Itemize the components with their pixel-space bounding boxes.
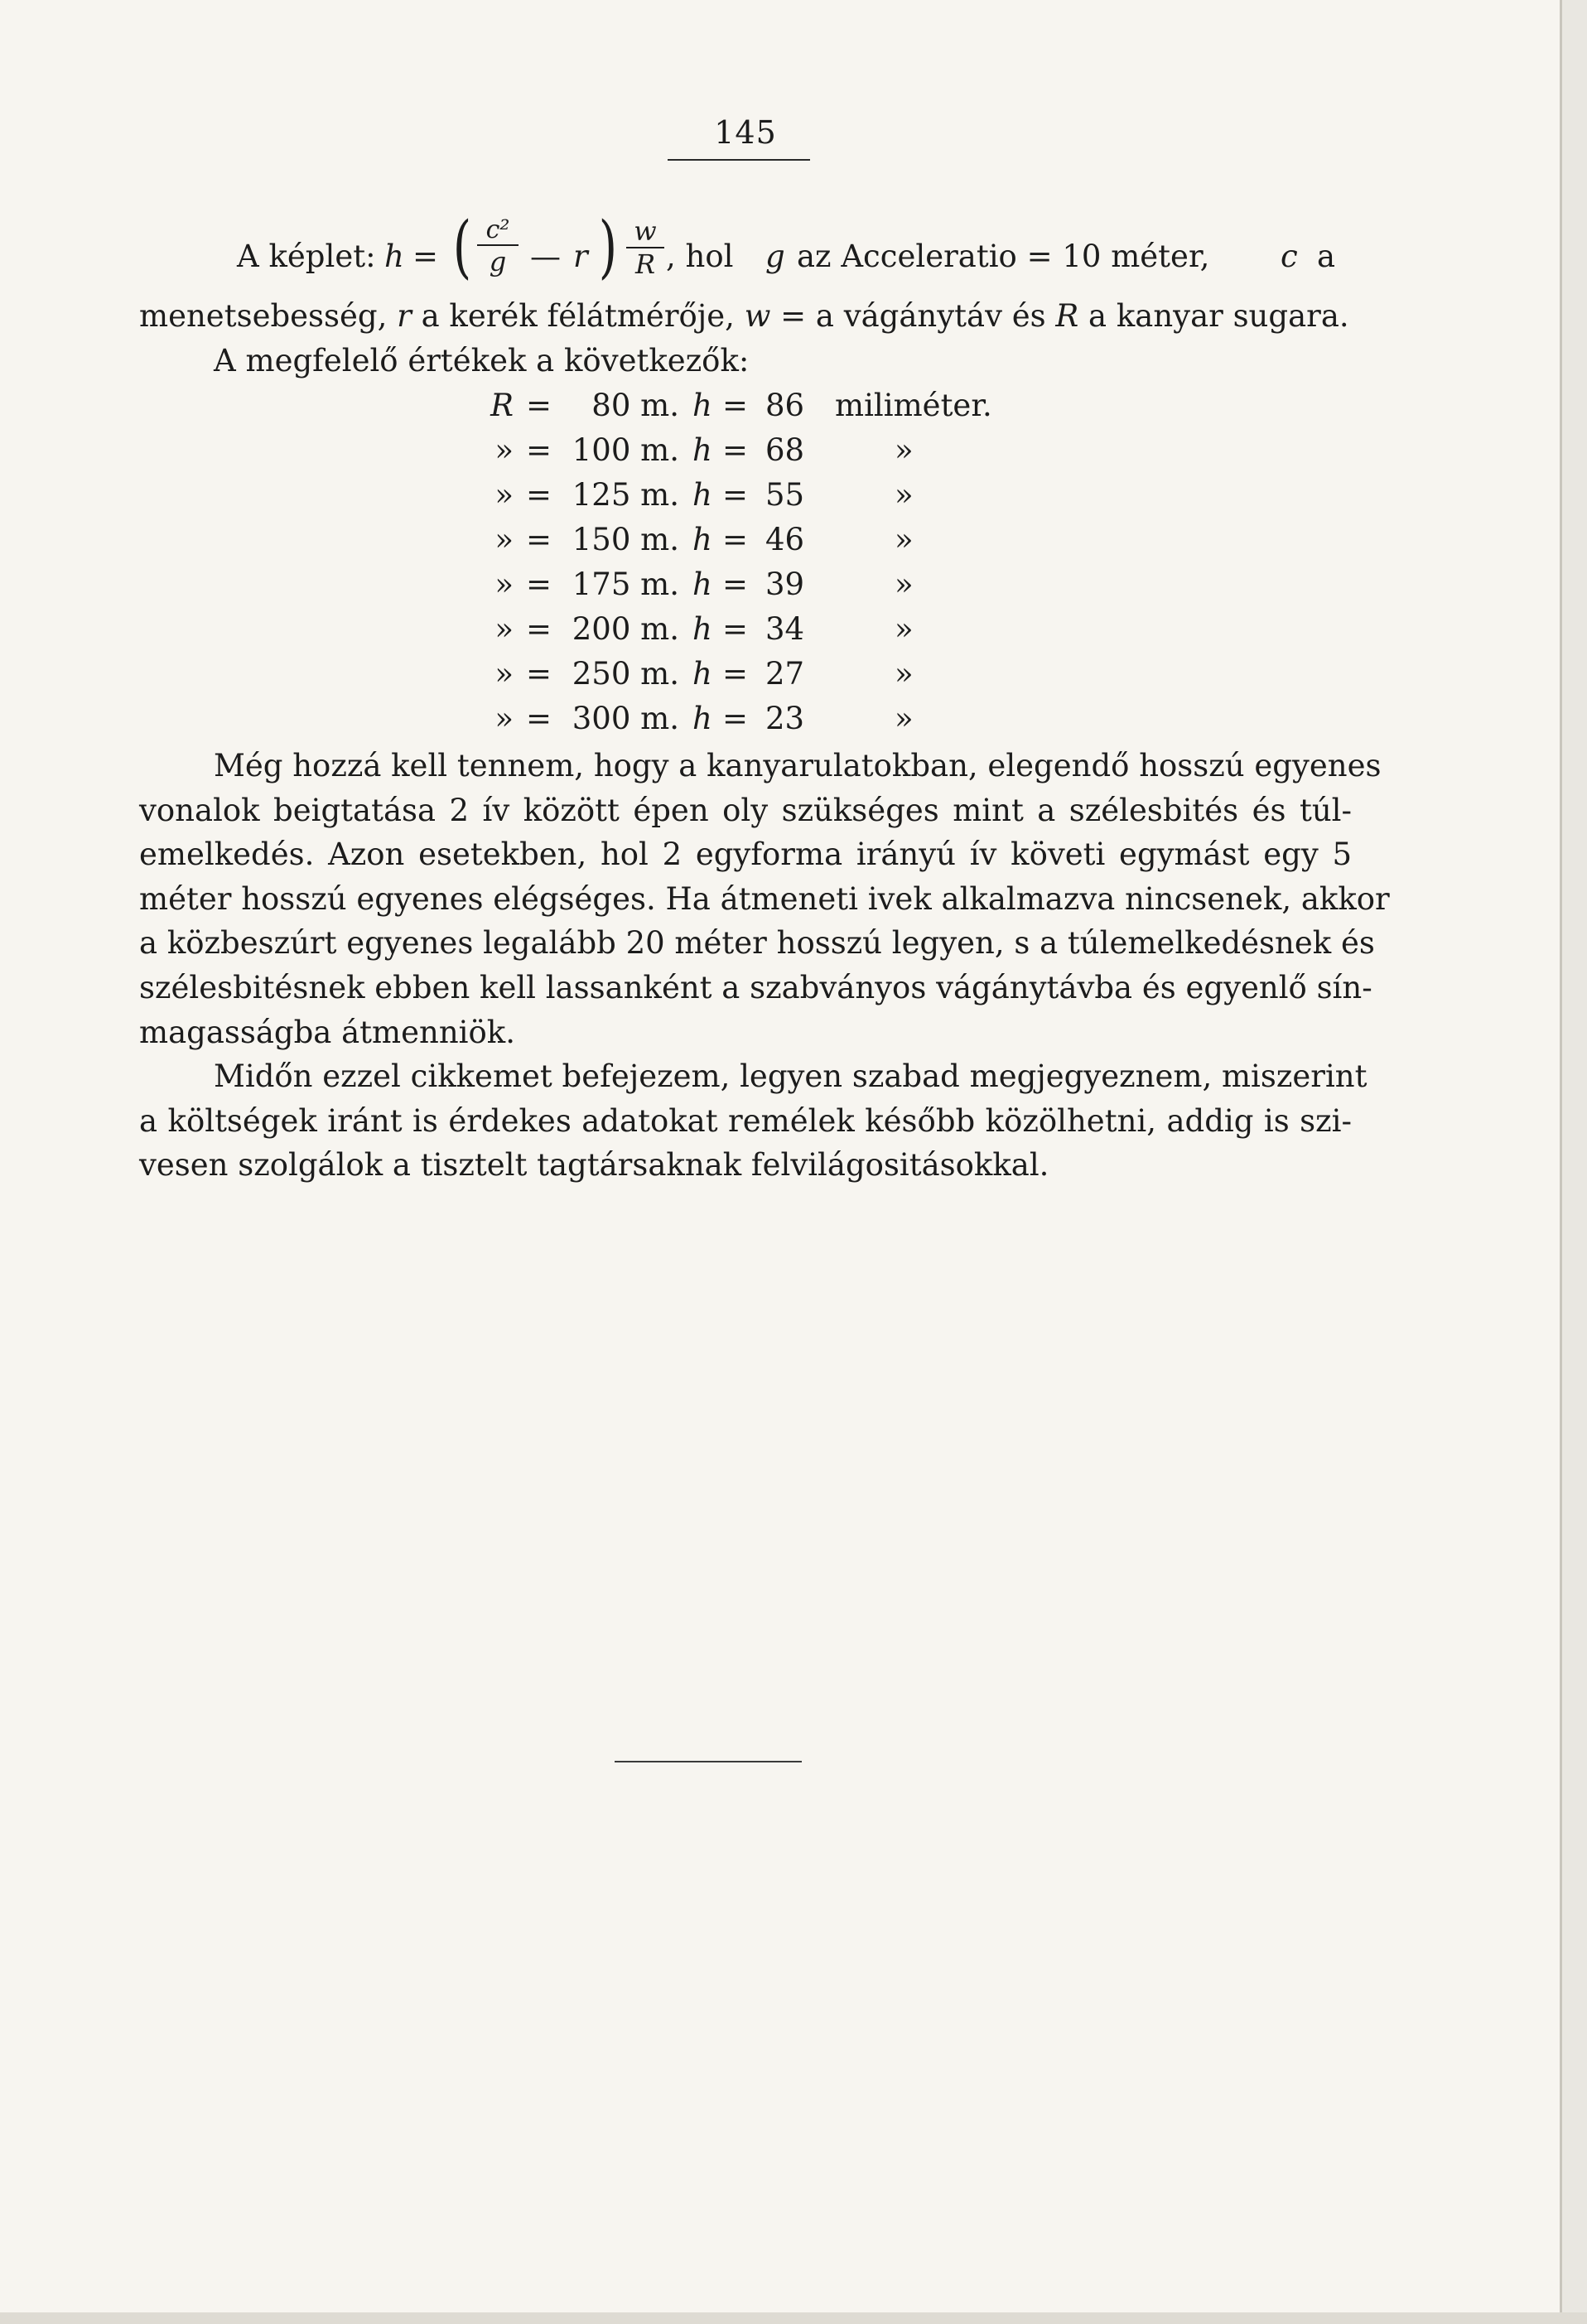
value-eq2: = — [722, 701, 749, 736]
paragraph-line: magasságba átmenniök. — [139, 1014, 515, 1050]
formula-lead: A képlet: — [237, 239, 376, 274]
value-eq2: = — [722, 611, 749, 647]
value-row — [464, 522, 1044, 562]
value-height: 55 — [765, 477, 805, 513]
paragraph-line: vonalok beigtatása 2 ív között épen oly szükséges mint a szélesbités és túl- — [139, 792, 1352, 828]
value-h: h — [692, 656, 712, 692]
formula-equals: = — [412, 239, 439, 274]
value-eq2: = — [722, 656, 749, 692]
value-eq: = — [526, 611, 552, 647]
value-radius: 200 m. — [572, 611, 679, 647]
value-radius: 150 m. — [572, 522, 679, 557]
value-eq2: = — [722, 477, 749, 513]
definition-line — [139, 298, 1352, 334]
formula-c: c — [1281, 239, 1298, 274]
value-eq: = — [526, 522, 552, 557]
value-h: h — [692, 611, 712, 647]
value-row — [464, 611, 1044, 651]
def-p2: a kerék félátmérője, — [421, 298, 735, 334]
value-radius: 250 m. — [572, 656, 679, 692]
value-unit: » — [895, 477, 914, 513]
value-lhs: » — [494, 611, 514, 647]
value-eq: = — [526, 701, 552, 736]
frac-numerator-w: w — [634, 215, 657, 247]
frac-denominator-R: R — [634, 248, 656, 280]
value-unit: » — [895, 611, 914, 647]
value-lhs: » — [494, 656, 514, 692]
formula-r: r — [573, 239, 588, 274]
paragraph-line: a közbeszúrt egyenes legalább 20 méter hosszú legyen, s a túlemelkedésnek és — [139, 925, 1375, 962]
def-p3: = a vágánytáv és — [780, 298, 1046, 334]
paragraph-line: vesen szolgálok a tisztelt tagtársaknak felvilágositásokkal. — [139, 1147, 1049, 1184]
def-w: w — [744, 298, 771, 334]
end-rule — [615, 1761, 802, 1762]
value-h: h — [692, 701, 712, 736]
value-eq2: = — [722, 432, 749, 468]
paragraph-line: Még hozzá kell tennem, hogy a kanyarulatokban, elegendő hosszú egyenes — [214, 748, 1382, 784]
value-row — [464, 477, 1044, 517]
formula-rest: az Acceleratio = 10 méter, — [797, 239, 1210, 274]
def-p1: menetsebesség, — [139, 298, 388, 334]
def-r: r — [397, 298, 412, 334]
value-height: 46 — [765, 522, 805, 557]
fraction-w-R — [626, 215, 664, 280]
paragraph-line: Midőn ezzel cikkemet befejezem, legyen szabad megjegyeznem, miszerint — [214, 1058, 1368, 1094]
value-eq2: = — [722, 522, 749, 557]
right-paren: ) — [598, 208, 618, 287]
scan-bottom-edge — [0, 2312, 1587, 2324]
value-eq: = — [526, 388, 552, 423]
formula-minus: — — [530, 239, 561, 274]
value-row — [464, 567, 1044, 606]
value-h: h — [692, 522, 712, 557]
value-unit: miliméter. — [835, 388, 992, 423]
paragraph-line: a költségek iránt is érdekes adatokat remélek később közölhetni, addig is szi- — [139, 1102, 1352, 1139]
value-height: 86 — [765, 388, 805, 423]
page-edge — [1560, 0, 1562, 2312]
value-row — [464, 432, 1044, 472]
fraction-c2-g — [477, 215, 519, 277]
formula-after: , hol — [666, 239, 734, 274]
def-p4: a kanyar sugara. — [1088, 298, 1349, 334]
value-radius: 100 m. — [572, 432, 679, 468]
value-unit: » — [895, 522, 914, 557]
value-radius: 300 m. — [572, 701, 679, 736]
value-height: 34 — [765, 611, 805, 647]
value-eq: = — [526, 656, 552, 692]
value-unit: » — [895, 656, 914, 692]
value-lhs: » — [494, 477, 514, 513]
value-radius: 175 m. — [572, 567, 679, 602]
value-radius: 125 m. — [572, 477, 679, 513]
paragraph-line: méter hosszú egyenes elégséges. Ha átmeneti ivek alkalmazva nincsenek, akkor — [139, 880, 1390, 917]
page-number: 145 — [714, 114, 777, 151]
value-eq: = — [526, 477, 552, 513]
value-h: h — [692, 432, 712, 468]
value-lhs: » — [494, 432, 514, 468]
value-height: 23 — [765, 701, 805, 736]
value-height: 39 — [765, 567, 805, 602]
value-h: h — [692, 567, 712, 602]
value-lhs: » — [494, 567, 514, 602]
def-R: R — [1055, 298, 1079, 334]
value-eq2: = — [722, 388, 749, 423]
value-height: 27 — [765, 656, 805, 692]
paragraph-line: szélesbitésnek ebben kell lassanként a szabványos vágánytávba és egyenlő sín- — [139, 969, 1372, 1005]
value-lhs: R — [490, 388, 514, 423]
left-paren: ( — [452, 208, 472, 287]
formula-h: h — [384, 239, 404, 274]
page-number-rule — [668, 159, 810, 161]
paragraph-line: emelkedés. Azon esetekben, hol 2 egyforma irányú ív követi egymást egy 5 — [139, 837, 1352, 873]
value-h: h — [692, 388, 712, 423]
value-h: h — [692, 477, 712, 513]
value-row — [464, 656, 1044, 696]
value-eq2: = — [722, 567, 749, 602]
value-lhs: » — [494, 522, 514, 557]
intro-values-line: A megfelelő értékek a következők: — [214, 343, 750, 378]
value-height: 68 — [765, 432, 805, 468]
paragraph-1 — [139, 744, 1390, 1054]
formula-line — [237, 208, 1360, 306]
value-row — [464, 388, 1044, 427]
frac-denominator: g — [489, 246, 507, 277]
value-unit: » — [895, 432, 914, 468]
value-eq: = — [526, 432, 552, 468]
value-row — [464, 701, 1044, 740]
value-radius: 80 m. — [591, 388, 679, 423]
value-eq: = — [526, 567, 552, 602]
formula-g: g — [765, 239, 785, 274]
formula-a: a — [1317, 239, 1336, 274]
value-lhs: » — [494, 701, 514, 736]
value-unit: » — [895, 701, 914, 736]
paragraph-2 — [139, 1054, 1368, 1188]
value-unit: » — [895, 567, 914, 602]
frac-numerator: c² — [485, 215, 510, 244]
